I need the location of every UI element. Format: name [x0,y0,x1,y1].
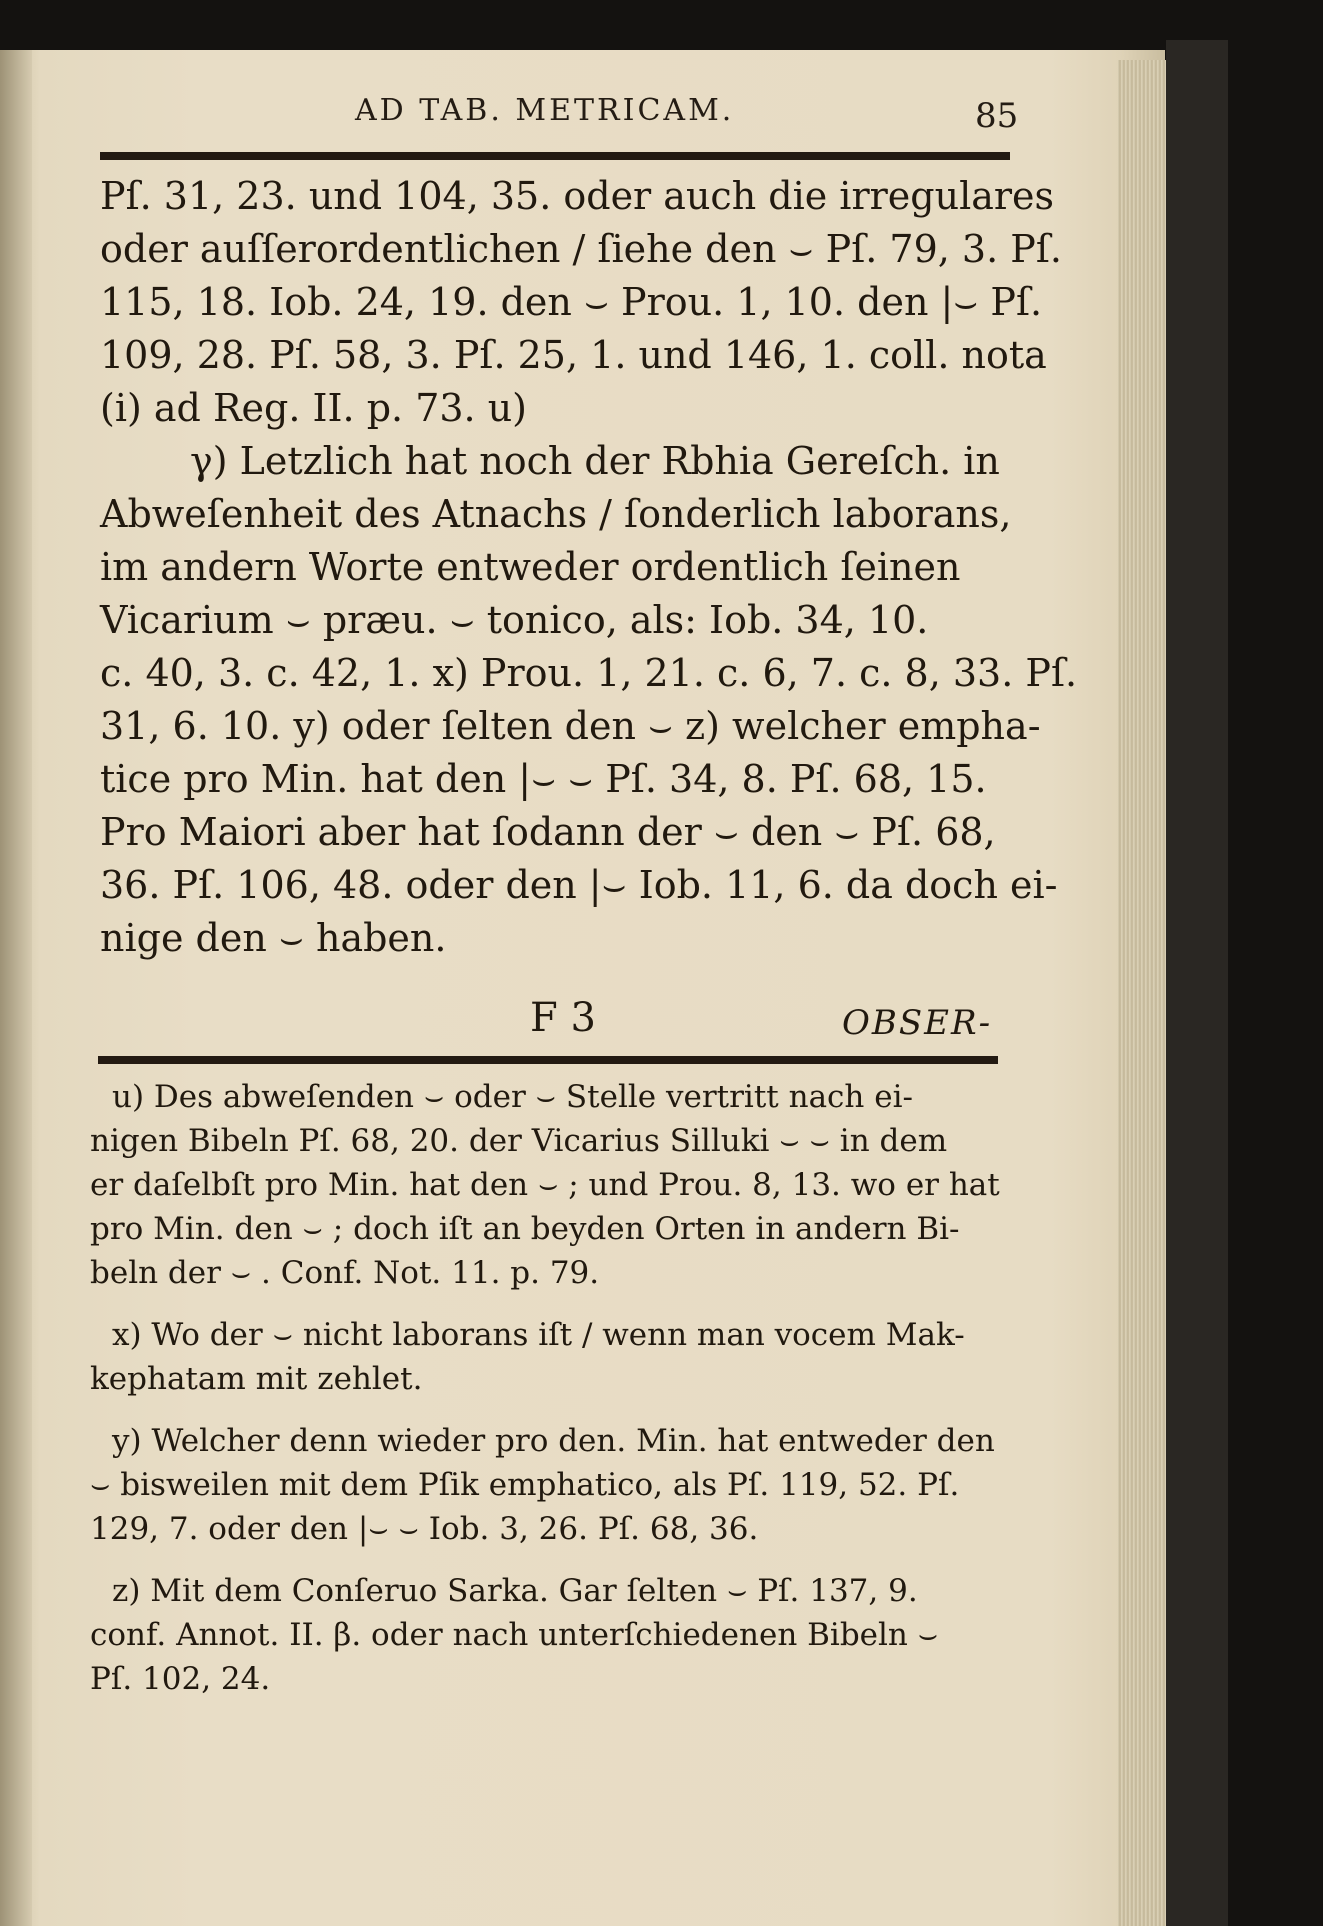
footnote-line: Pſ. 102, 24. [90,1661,271,1697]
footnote-line: nigen Bibeln Pſ. 68, 20. der Vicarius Silluki ⌣ ⌣ in dem [90,1123,948,1159]
page-fore-edge [1118,60,1166,1926]
text-line: (i) ad Reg. II. p. 73. u) [100,386,527,430]
footnote-line: z) Mit dem Conſeruo Sarka. Gar ſelten ⌣ Pſ. 137, 9. [112,1573,918,1609]
running-title: AD TAB. METRICAM. [355,93,735,128]
footnote-line: pro Min. den ⌣ ; doch iſt an beyden Orten in andern Bi- [90,1211,960,1247]
book-cover-edge [1166,40,1228,1926]
text-line: 31, 6. 10. y) oder ſelten den ⌣ z) welcher empha- [100,704,1041,748]
footnote-line: ⌣ bisweilen mit dem Pſik emphatico, als Pſ. 119, 52. Pſ. [90,1467,960,1503]
text-line: γ) Letzlich hat noch der Rbhia Gereſch. in [190,439,1000,483]
text-line: oder auſſerordentlichen / ſiehe den ⌣ Pſ. 79, 3. Pſ. [100,227,1062,271]
text-line: Pro Maiori aber hat ſodann der ⌣ den ⌣ Pſ. 68, [100,810,996,854]
page-number: 85 [975,96,1019,136]
page-gutter [0,50,32,1926]
text-line: tice pro Min. hat den |⌣ ⌣ Pſ. 34, 8. Pſ. 68, 15. [100,757,987,801]
footnote-rule [98,1056,998,1064]
text-line: 36. Pſ. 106, 48. oder den |⌣ Iob. 11, 6. da doch ei- [100,863,1058,907]
catchword: OBSER- [842,1003,993,1043]
text-line: c. 40, 3. c. 42, 1. x) Prou. 1, 21. c. 6, 7. c. 8, 33. Pſ. [100,651,1078,695]
footnote-line: 129, 7. oder den |⌣ ⌣ Iob. 3, 26. Pſ. 68, 36. [90,1511,759,1547]
text-line: 109, 28. Pſ. 58, 3. Pſ. 25, 1. und 146, 1. coll. nota [100,333,1047,377]
footnote-line: er daſelbſt pro Min. hat den ⌣ ; und Prou. 8, 13. wo er hat [90,1167,1000,1203]
footnote-z [90,1569,1005,1701]
text-line: Abweſenheit des Atnachs / ſonderlich laborans, [100,492,1012,536]
main-text [100,170,1078,965]
header-rule [100,152,1010,160]
footnote-line: conf. Annot. II. β. oder nach unterſchiedenen Bibeln ⌣ [90,1617,939,1653]
text-line: im andern Worte entweder ordentlich ſeinen [100,545,961,589]
footnote-line: x) Wo der ⌣ nicht laborans iſt / wenn man vocem Mak- [112,1317,965,1353]
footnote-line: y) Welcher denn wieder pro den. Min. hat entweder den [112,1423,995,1459]
footnote-line: beln der ⌣ . Conf. Not. 11. p. 79. [90,1255,600,1291]
footnotes [90,1075,1005,1719]
signature-mark: F 3 [530,995,596,1041]
footnote-line: u) Des abweſenden ⌣ oder ⌣ Stelle vertritt nach ei- [112,1079,913,1115]
footnote-u [90,1075,1005,1295]
footnote-line: kephatam mit zehlet. [90,1361,423,1397]
text-line: nige den ⌣ haben. [100,916,447,960]
footnote-y [90,1419,1005,1551]
text-line: Vicarium ⌣ præu. ⌣ tonico, als: Iob. 34, 10. [100,598,929,642]
text-line: 115, 18. Iob. 24, 19. den ⌣ Prou. 1, 10. den |⌣ Pſ. [100,280,1043,324]
footnote-x [90,1313,1005,1401]
text-line: Pſ. 31, 23. und 104, 35. oder auch die irregulares [100,174,1055,218]
